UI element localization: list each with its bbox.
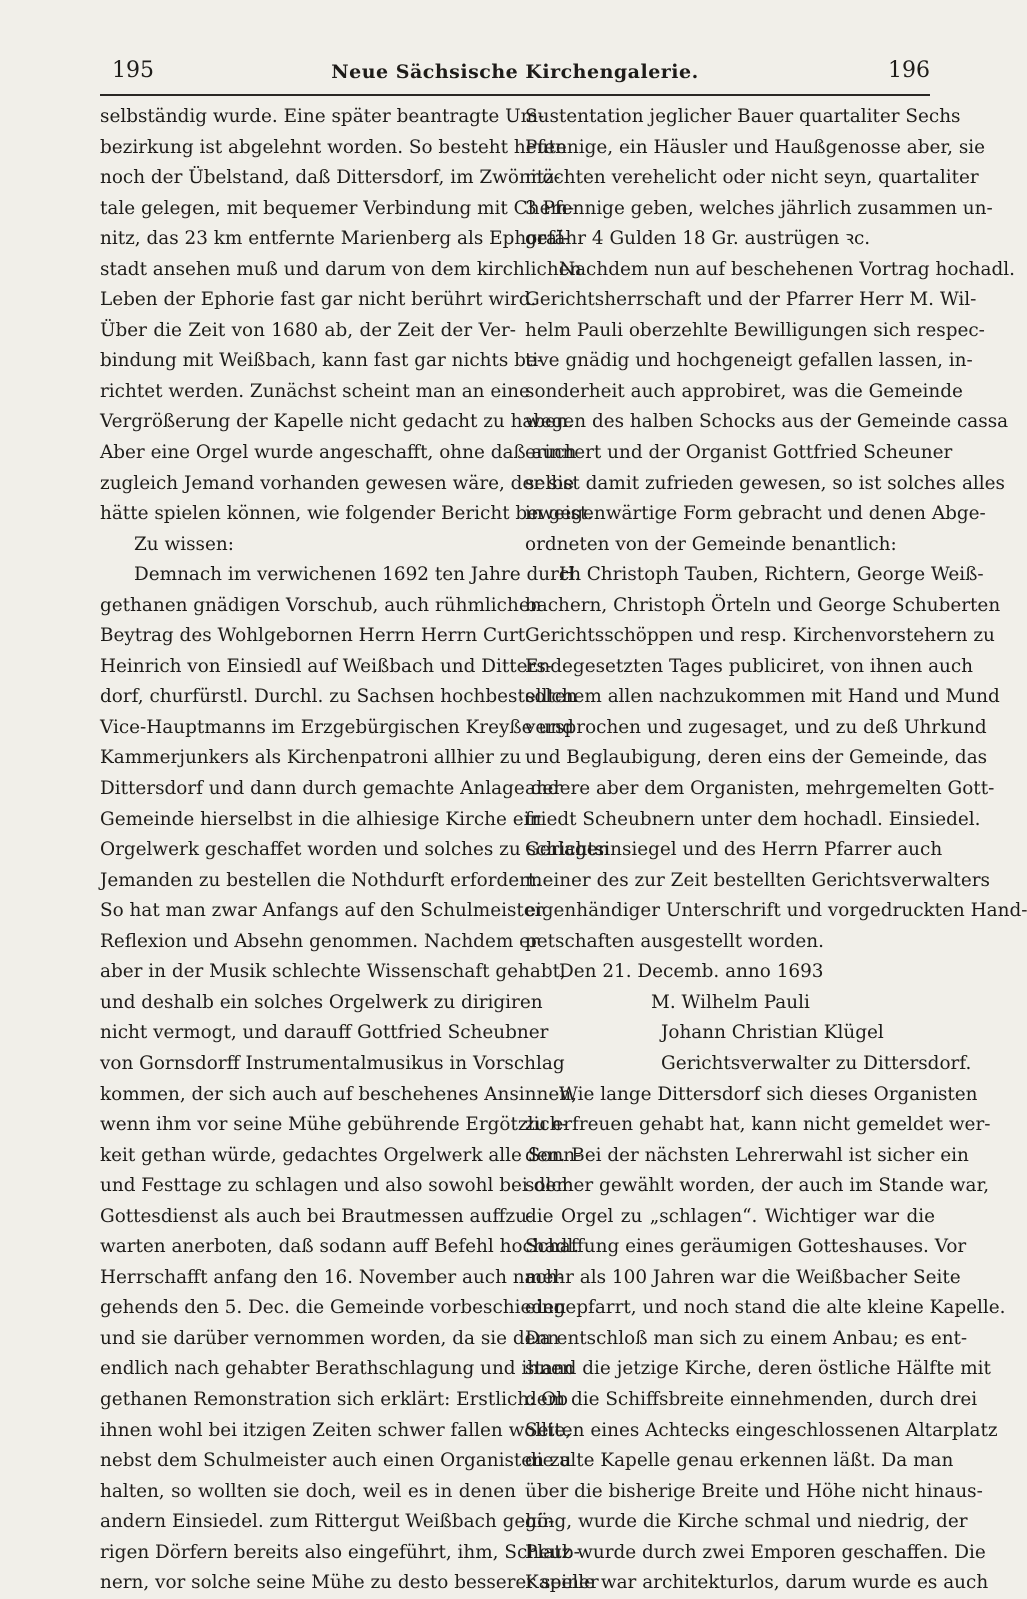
text-line: warten anerboten, daß sodann auff Befehl hochadl. bbox=[100, 1236, 580, 1258]
text-line: Aber eine Orgel wurde angeschafft, ohne daß auch bbox=[100, 442, 577, 464]
text-line: Kapelle war architekturlos, darum wurde es auch bbox=[525, 1572, 989, 1594]
text-line: eingepfarrt, und noch stand die alte kleine Kapelle. bbox=[525, 1297, 1006, 1319]
text-line: zu erfreuen gehabt hat, kann nicht gemeldet wer- bbox=[525, 1114, 991, 1136]
text-line: helm Pauli oberzehlte Bewilligungen sich respec- bbox=[525, 319, 985, 341]
text-line: andern Einsiedel. zum Rittergut Weißbach gehö- bbox=[100, 1511, 555, 1533]
text-line: Beytrag des Wohlgebornen Herrn Herrn Curt bbox=[100, 625, 526, 647]
text-line: gehends den 5. Dec. die Gemeinde vorbeschieden bbox=[100, 1297, 566, 1319]
text-line: Nachdem nun auf beschehenen Vortrag hochadl. bbox=[559, 258, 1015, 280]
text-line: Demnach im verwichenen 1692 ten Jahre durch bbox=[134, 564, 582, 586]
header-rule bbox=[100, 94, 930, 96]
text-line: wegen des halben Schocks aus der Gemeinde cassa bbox=[525, 411, 1009, 433]
text-line: Wie lange Dittersdorf sich dieses Organisten bbox=[559, 1083, 978, 1105]
text-line: selbst damit zufrieden gewesen, so ist solches alles bbox=[525, 472, 1005, 494]
text-line: nicht vermogt, und darauff Gottfried Scheubner bbox=[100, 1022, 549, 1044]
text-line: versprochen und zugesaget, und zu deß Uhrkund bbox=[525, 716, 987, 738]
text-line: M. Wilhelm Pauli bbox=[651, 991, 810, 1013]
text-line: andere aber dem Organisten, mehrgemelten Gott- bbox=[525, 778, 995, 800]
text-line: Gerichtsverwalter zu Dittersdorf. bbox=[661, 1052, 972, 1074]
text-line: Jemanden zu bestellen die Nothdurft erfordert. bbox=[100, 869, 542, 891]
text-line: wenn ihm vor seine Mühe gebührende Ergötzlich- bbox=[100, 1114, 568, 1136]
text-line: Gerichtsschöppen und resp. Kirchenvorstehern zu bbox=[525, 625, 995, 647]
text-line: selbständig wurde. Eine später beantragte Um- bbox=[100, 106, 545, 127]
text-line: friedt Scheubnern unter dem hochadl. Einsiedel. bbox=[525, 808, 981, 830]
text-line: solcher gewählt worden, der auch im Stande war, bbox=[525, 1175, 990, 1197]
text-line: tive gnädig und hochgeneigt gefallen lassen, in- bbox=[525, 350, 973, 372]
text-line: in gegenwärtige Form gebracht und denen Abge- bbox=[525, 503, 986, 525]
text-line: zugleich Jemand vorhanden gewesen wäre, der sie bbox=[100, 472, 575, 494]
text-line: dorf, churfürstl. Durchl. zu Sachsen hochbestellten bbox=[100, 686, 578, 708]
text-line: sonderheit auch approbiret, was die Gemeinde bbox=[525, 380, 963, 402]
text-line: von Gornsdorff Instrumentalmusikus in Vorschlag bbox=[100, 1052, 565, 1074]
text-line: Gemeinde hierselbst in die alhiesige Kirche ein bbox=[100, 808, 542, 830]
text-line: H. Christoph Tauben, Richtern, George Weiß- bbox=[559, 564, 984, 586]
text-line: und Beglaubigung, deren eins der Gemeinde, das bbox=[525, 747, 988, 769]
text-line: gethanen gnädigen Vorschub, auch rühmlichen bbox=[100, 594, 542, 616]
text-line: Gottesdienst als auch bei Brautmessen auffzu- bbox=[100, 1205, 534, 1227]
text-line: rigen Dörfern bereits also eingeführt, ihm, Scheub- bbox=[100, 1541, 580, 1563]
text-line: Vice-Hauptmanns im Erzgebürgischen Kreyße und bbox=[100, 716, 574, 738]
text-line: Kammerjunkers als Kirchenpatroni allhier zu bbox=[100, 747, 522, 769]
text-line: Johann Christian Klügel bbox=[661, 1022, 884, 1044]
text-line: 3 Pfennige geben, welches jährlich zusammen un- bbox=[525, 197, 993, 219]
text-line: Platz wurde durch zwei Emporen geschaffen. Die bbox=[525, 1541, 986, 1563]
text-line: Seiten eines Achtecks eingeschlossenen Altarplatz bbox=[525, 1419, 998, 1441]
text-line: den. Bei der nächsten Lehrerwahl ist sicher ein bbox=[525, 1144, 969, 1166]
page-number-right: 196 bbox=[888, 58, 930, 83]
right-column bbox=[525, 102, 1027, 1599]
text-line: über die bisherige Breite und Höhe nicht hinaus- bbox=[525, 1480, 983, 1502]
text-line: nitz, das 23 km entfernte Marienberg als Ephoral- bbox=[100, 228, 570, 250]
text-line: gefähr 4 Gulden 18 Gr. austrügen ꝛc. bbox=[525, 228, 871, 250]
text-line: Orgelwerk geschaffet worden und solches zu schlagen bbox=[100, 839, 610, 861]
text-line: keit gethan würde, gedachtes Orgelwerk alle Sonn- bbox=[100, 1144, 582, 1166]
text-line: Endegesetzten Tages publiciret, von ihnen auch bbox=[525, 655, 974, 677]
text-line: Da entschloß man sich zu einem Anbau; es ent- bbox=[525, 1327, 968, 1349]
text-line: Gerichtsinsiegel und des Herrn Pfarrer auch bbox=[525, 839, 943, 861]
left-column bbox=[100, 102, 610, 1599]
text-line: bindung mit Weißbach, kann fast gar nichts be- bbox=[100, 350, 544, 372]
text-line: Reflexion und Absehn genommen. Nachdem er bbox=[100, 930, 539, 952]
text-line: eigenhändiger Unterschrift und vorgedruckten Hand- bbox=[525, 900, 1027, 922]
text-line: Heinrich von Einsiedl auf Weißbach und Ditters- bbox=[100, 655, 552, 677]
text-line: gethanen Remonstration sich erklärt: Erstlich: Ob bbox=[100, 1388, 569, 1410]
running-title: Neue Sächsische Kirchengalerie. bbox=[331, 61, 699, 83]
text-line: halten, so wollten sie doch, weil es in denen bbox=[100, 1480, 516, 1502]
text-line: ihnen wohl bei itzigen Zeiten schwer fallen wollte, bbox=[100, 1419, 572, 1441]
text-line: Über die Zeit von 1680 ab, der Zeit der Ver- bbox=[100, 319, 516, 341]
text-line: die Orgel zu „schlagen“. Wichtiger war die bbox=[525, 1205, 935, 1227]
text-line: Pfennige, ein Häusler und Haußgenosse aber, sie bbox=[525, 136, 986, 158]
text-line: und Festtage zu schlagen und also sowohl bei dem bbox=[100, 1175, 574, 1197]
text-line: meiner des zur Zeit bestellten Gerichtsverwalters bbox=[525, 869, 990, 891]
text-line: Den 21. Decemb. anno 1693 bbox=[559, 961, 824, 983]
text-line: Gerichtsherrschaft und der Pfarrer Herr M. Wil- bbox=[525, 289, 977, 311]
text-line: und sie darüber vernommen worden, da sie denn bbox=[100, 1327, 560, 1349]
text-line: Vergrößerung der Kapelle nicht gedacht zu haben. bbox=[100, 411, 574, 433]
text-line: dem die Schiffsbreite einnehmenden, durch drei bbox=[525, 1388, 978, 1410]
text-line: hätte spielen können, wie folgender Bericht beweist. bbox=[100, 503, 594, 525]
text-line: richtet werden. Zunächst scheint man an eine bbox=[100, 380, 530, 402]
text-line: stadt ansehen muß und darum von dem kirchlichen bbox=[100, 258, 582, 280]
text-line: ordneten von der Gemeinde benantlich: bbox=[525, 533, 897, 555]
text-line: Herrschafft anfang den 16. November auch nach- bbox=[100, 1266, 564, 1288]
text-line: Leben der Ephorie fast gar nicht berührt wird. bbox=[100, 289, 537, 311]
text-line: petschaften ausgestellt worden. bbox=[525, 930, 824, 952]
text-line: bezirkung ist abgelehnt worden. So besteht heute bbox=[100, 136, 567, 158]
text-line: kommen, der sich auch auf beschehenes Ansinnen, bbox=[100, 1083, 577, 1105]
text-line: nern, vor solche seine Mühe zu desto besserer seiner bbox=[100, 1572, 599, 1594]
text-line: möchten verehelicht oder nicht seyn, quartaliter bbox=[525, 167, 979, 189]
text-line: mehr als 100 Jahren war die Weißbacher Seite bbox=[525, 1266, 961, 1288]
text-line: Sustentation jeglicher Bauer quartaliter Sechs bbox=[525, 106, 961, 127]
text-line: So hat man zwar Anfangs auf den Schulmeister bbox=[100, 900, 544, 922]
text-line: tale gelegen, mit bequemer Verbindung mit Chem- bbox=[100, 197, 575, 219]
page-number-left: 195 bbox=[112, 58, 154, 83]
text-line: erinnert und der Organist Gottfried Scheuner bbox=[525, 442, 953, 464]
text-line: Zu wissen: bbox=[134, 533, 234, 555]
text-line: Dittersdorf und dann durch gemachte Anlage der bbox=[100, 778, 563, 800]
text-line: aber in der Musik schlechte Wissenschaft gehabt, bbox=[100, 961, 566, 983]
text-line: noch der Übelstand, daß Dittersdorf, im Zwönitz- bbox=[100, 167, 560, 189]
text-line: die alte Kapelle genau erkennen läßt. Da man bbox=[525, 1450, 954, 1472]
text-line: endlich nach gehabter Berathschlagung und ihnen bbox=[100, 1358, 574, 1380]
text-line: stand die jetzige Kirche, deren östliche Hälfte mit bbox=[525, 1358, 991, 1380]
text-line: und deshalb ein solches Orgelwerk zu dirigiren bbox=[100, 991, 543, 1013]
text-line: nebst dem Schulmeister auch einen Organisten zu bbox=[100, 1450, 572, 1472]
text-line: ging, wurde die Kirche schmal und niedrig, der bbox=[525, 1511, 968, 1533]
text-line: Schaffung eines geräumigen Gotteshauses. Vor bbox=[525, 1236, 967, 1258]
page-header bbox=[100, 56, 930, 90]
text-line: bachern, Christoph Örteln und George Schuberten bbox=[525, 594, 1001, 616]
text-line: solchem allen nachzukommen mit Hand und Mund bbox=[525, 686, 1000, 708]
